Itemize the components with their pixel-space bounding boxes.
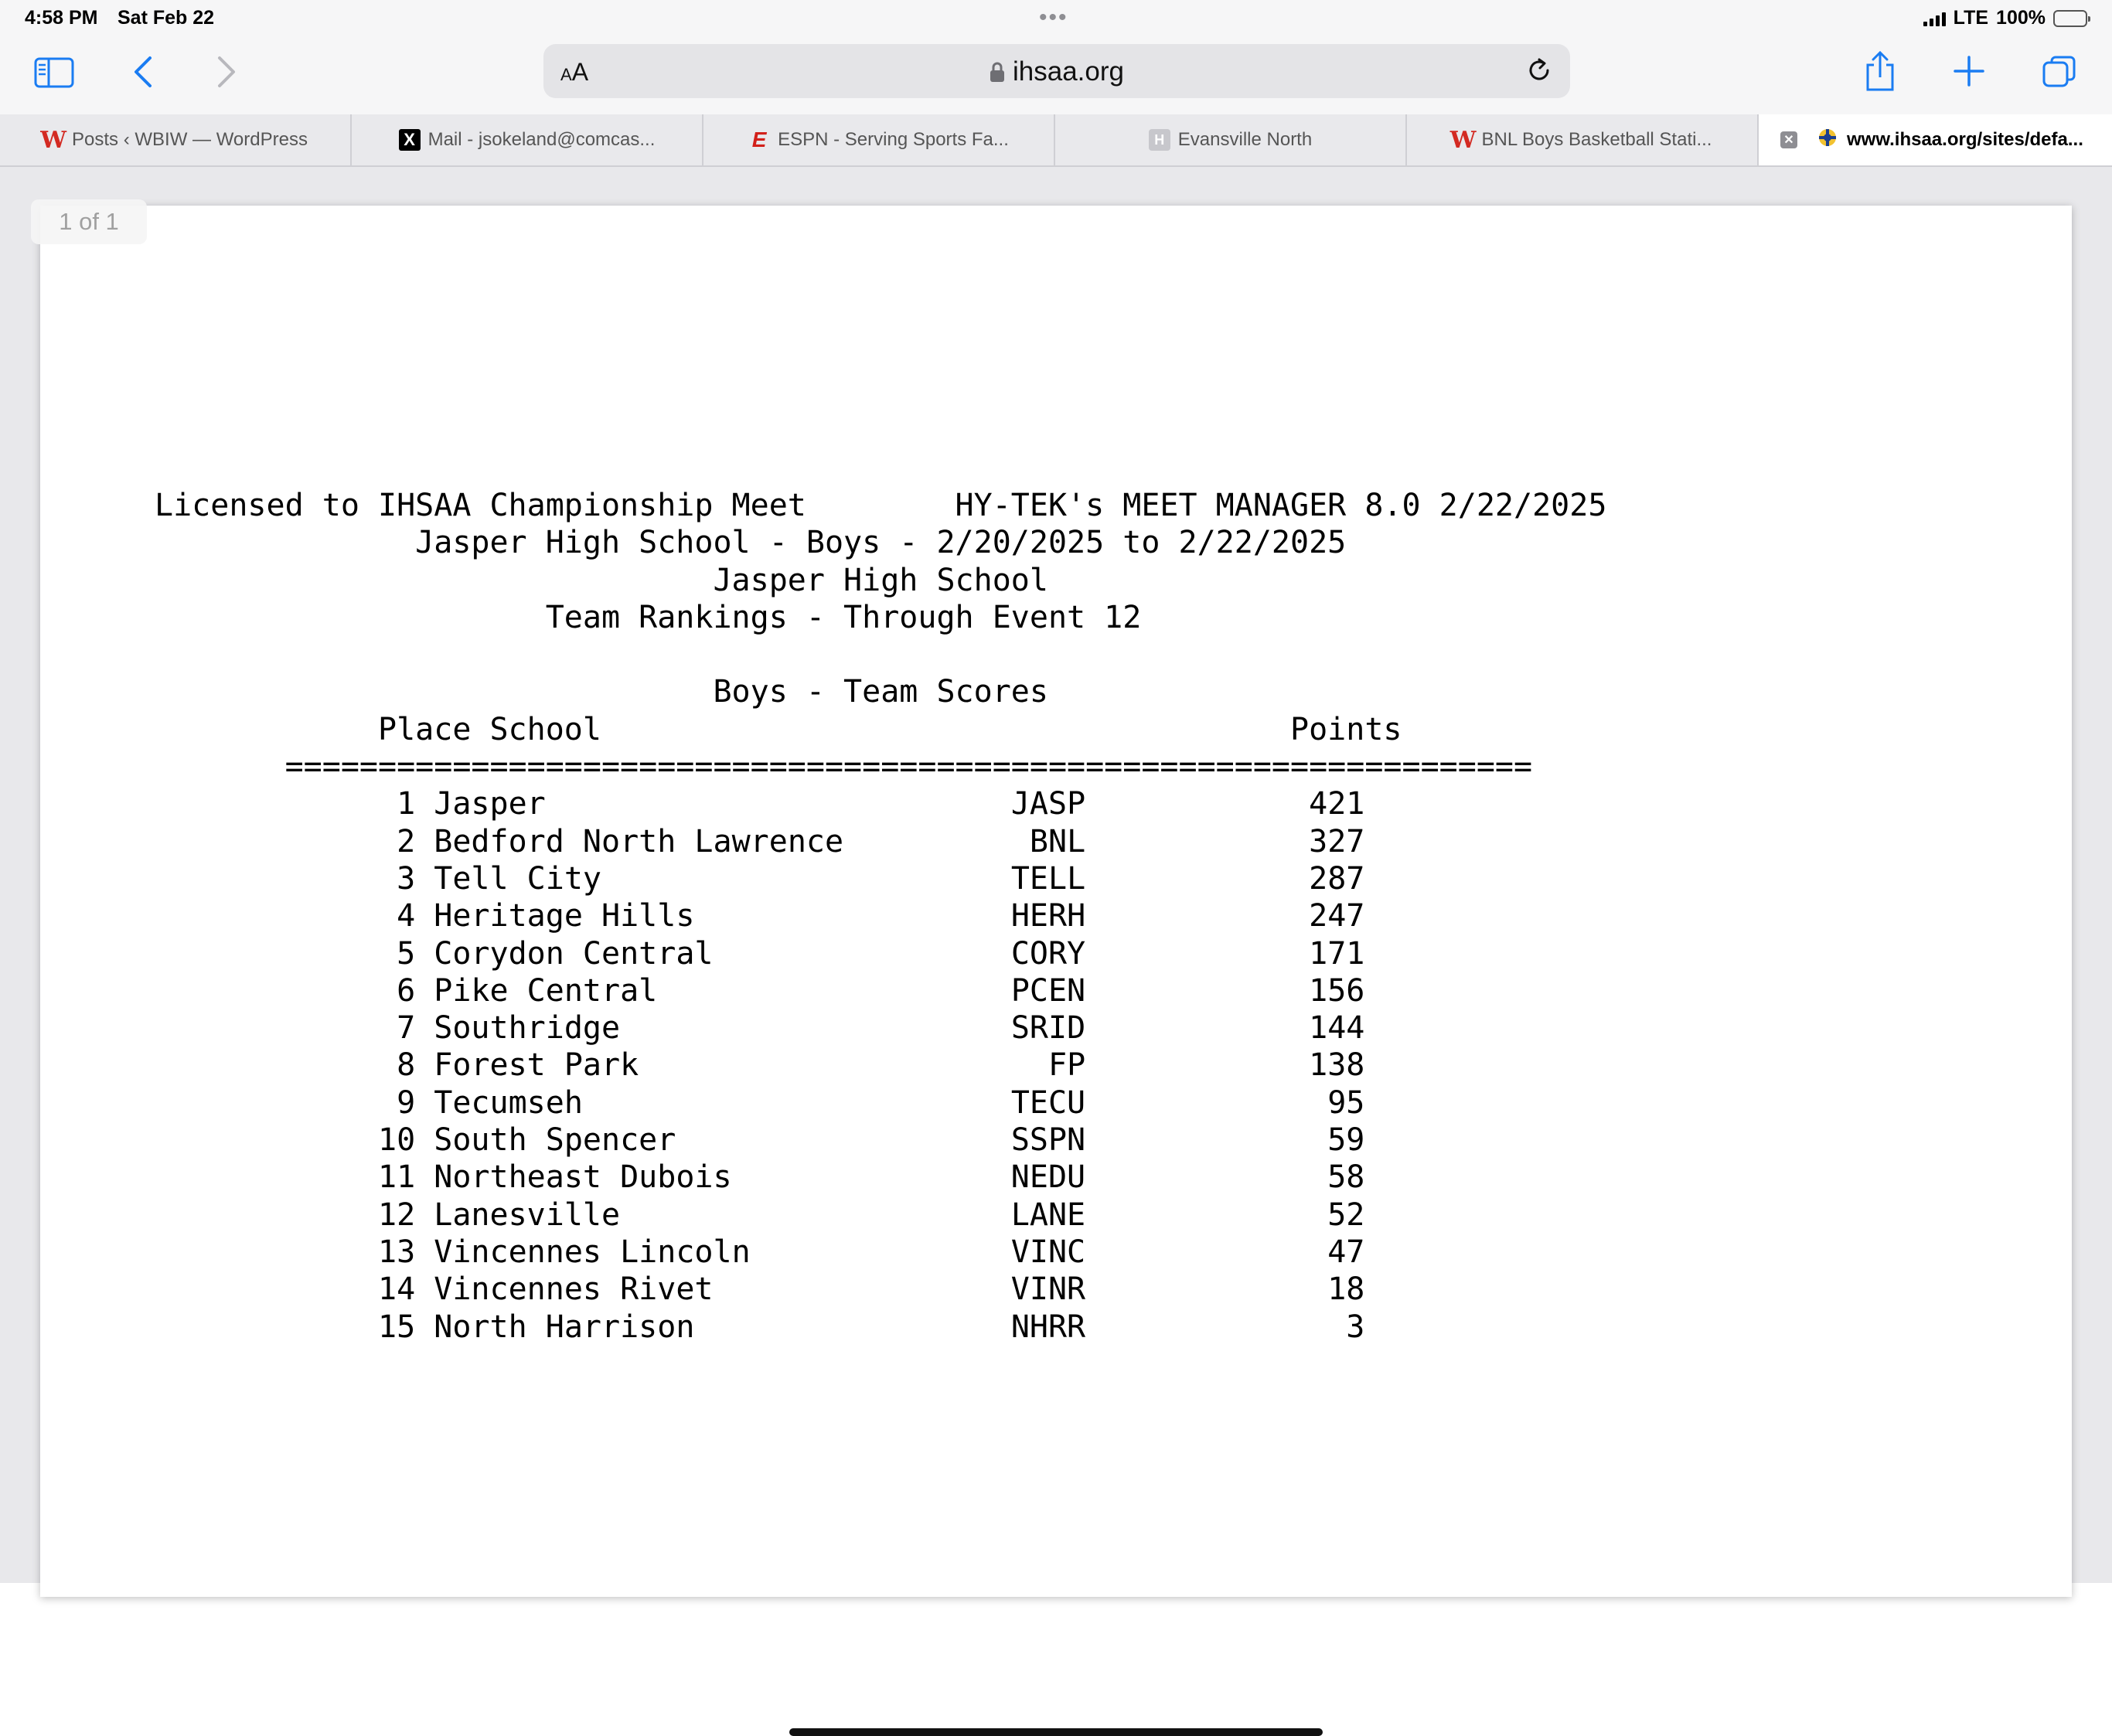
row-school: Tecumseh <box>434 1084 583 1121</box>
row-points: 327 <box>1309 823 1365 859</box>
row-points: 47 <box>1327 1234 1365 1270</box>
row-points: 3 <box>1346 1309 1365 1345</box>
row-place: 5 <box>397 935 416 972</box>
ihsaa-favicon-icon <box>1816 126 1839 155</box>
row-code: PCEN <box>1010 972 1086 1009</box>
table-row <box>155 1271 1364 1307</box>
status-indicators <box>1923 7 2087 29</box>
row-code: VINC <box>1010 1234 1086 1270</box>
report-header-venue: Jasper High School <box>155 562 1048 598</box>
row-school: Tell City <box>434 860 602 897</box>
row-points: 52 <box>1327 1196 1365 1233</box>
row-school: Forest Park <box>434 1047 639 1084</box>
row-place: 6 <box>397 972 416 1009</box>
table-row <box>155 973 1364 1009</box>
table-row <box>155 1159 1364 1195</box>
row-code: VINR <box>1010 1271 1086 1308</box>
multitasking-dots-icon[interactable]: ••• <box>1039 5 1068 30</box>
row-school: Jasper <box>434 786 546 822</box>
row-place: 4 <box>397 898 416 934</box>
row-place: 9 <box>397 1084 416 1121</box>
row-place: 8 <box>397 1047 416 1084</box>
reload-icon[interactable] <box>1524 55 1555 90</box>
row-code: NHRR <box>1010 1309 1086 1345</box>
row-code: SSPN <box>1010 1122 1086 1159</box>
row-school: Heritage Hills <box>434 898 695 934</box>
table-row <box>155 1309 1364 1345</box>
row-points: 58 <box>1327 1159 1365 1196</box>
row-code: FP <box>1047 1047 1086 1084</box>
separator-rule: =================================================================== <box>155 749 1533 785</box>
table-row <box>155 1047 1364 1083</box>
row-points: 421 <box>1309 786 1365 822</box>
generic-favicon-icon: H <box>1149 129 1170 151</box>
table-row <box>155 1197 1364 1233</box>
url-text[interactable]: ihsaa.org <box>1013 56 1124 87</box>
row-points: 18 <box>1327 1271 1365 1308</box>
row-code: JASP <box>1010 786 1086 822</box>
cellular-signal-icon <box>1923 11 1946 26</box>
tab-evansville-north[interactable] <box>1055 114 1407 165</box>
xfinity-favicon-icon: X <box>399 129 421 151</box>
sidebar-toggle-icon[interactable] <box>31 54 77 91</box>
report-header-title: Team Rankings - Through Event 12 <box>155 599 1142 635</box>
wbiw-favicon-icon: W <box>40 126 66 154</box>
tab-title: Mail - jsokeland@comcas... <box>428 129 656 150</box>
row-code: NEDU <box>1010 1159 1086 1196</box>
table-row <box>155 786 1364 822</box>
row-points: 138 <box>1309 1047 1365 1084</box>
status-date: Sat Feb 22 <box>118 7 215 29</box>
row-place: 11 <box>377 1159 416 1196</box>
tab-mail[interactable] <box>352 114 703 165</box>
table-row <box>155 1234 1364 1270</box>
row-school: Southridge <box>434 1010 621 1047</box>
table-row <box>155 824 1364 859</box>
tab-bnl-basketball[interactable] <box>1407 114 1759 165</box>
tab-wbiw-wordpress[interactable] <box>0 114 352 165</box>
report-header-license: Licensed to IHSAA Championship Meet HY-TEK's MEET MANAGER 8.0 2/22/2025 <box>155 488 1607 523</box>
row-place: 3 <box>397 860 416 897</box>
row-school: Vincennes Rivet <box>434 1271 714 1308</box>
team-rankings-report <box>155 487 1606 1346</box>
back-icon[interactable] <box>124 53 162 91</box>
table-row <box>155 861 1364 897</box>
tab-title: ESPN - Serving Sports Fa... <box>778 129 1009 150</box>
row-place: 7 <box>397 1010 416 1047</box>
section-title: Boys - Team Scores <box>155 674 1048 710</box>
row-points: 247 <box>1309 898 1365 934</box>
column-headers: Place School Points <box>155 711 1402 747</box>
table-row <box>155 1085 1364 1121</box>
reader-options-button[interactable]: AA <box>560 58 589 86</box>
table-row <box>155 1122 1364 1158</box>
row-place: 12 <box>377 1196 416 1233</box>
row-points: 95 <box>1327 1084 1365 1121</box>
battery-percent: 100% <box>1996 7 2046 29</box>
tab-ihsaa-active[interactable] <box>1759 114 2112 165</box>
close-tab-icon[interactable]: ✕ <box>1780 131 1797 148</box>
browser-toolbar <box>0 37 2112 114</box>
row-school: South Spencer <box>434 1122 676 1159</box>
tab-title: BNL Boys Basketball Stati... <box>1481 129 1712 150</box>
espn-favicon-icon: E <box>751 128 767 151</box>
tab-title: www.ihsaa.org/sites/defa... <box>1847 129 2083 150</box>
battery-icon <box>2053 10 2087 27</box>
row-code: LANE <box>1010 1196 1086 1233</box>
row-points: 59 <box>1327 1122 1365 1159</box>
row-place: 13 <box>377 1234 416 1270</box>
home-indicator[interactable] <box>789 1728 1323 1736</box>
share-icon[interactable] <box>1860 48 1900 94</box>
report-header-meet: Jasper High School - Boys - 2/20/2025 to 2/22/2025 <box>155 525 1347 561</box>
table-row <box>155 936 1364 972</box>
row-points: 144 <box>1309 1010 1365 1047</box>
lock-icon <box>990 61 1005 83</box>
row-school: Vincennes Lincoln <box>434 1234 751 1270</box>
blank-line <box>155 637 173 672</box>
row-points: 287 <box>1309 860 1365 897</box>
row-place: 10 <box>377 1122 416 1159</box>
address-bar[interactable] <box>543 44 1570 98</box>
row-school: North Harrison <box>434 1309 695 1345</box>
status-time: 4:58 PM <box>25 7 98 29</box>
row-school: Bedford North Lawrence <box>434 823 844 859</box>
forward-icon[interactable] <box>207 53 246 91</box>
row-school: Pike Central <box>434 972 658 1009</box>
status-bar <box>0 0 2112 37</box>
row-points: 156 <box>1309 972 1365 1009</box>
score-rows <box>155 786 1364 1344</box>
tab-title: Evansville North <box>1177 129 1313 150</box>
table-row <box>155 1010 1364 1046</box>
row-code: TELL <box>1010 860 1086 897</box>
row-points: 171 <box>1309 935 1365 972</box>
tab-title: Posts ‹ WBIW — WordPress <box>72 129 308 150</box>
network-type: LTE <box>1953 7 1989 29</box>
table-row <box>155 898 1364 934</box>
row-code: TECU <box>1010 1084 1086 1121</box>
row-code: CORY <box>1010 935 1086 972</box>
new-tab-icon[interactable] <box>1950 51 1988 91</box>
page-count-indicator: 1 of 1 <box>31 199 147 244</box>
row-place: 1 <box>397 786 416 822</box>
tab-overview-icon[interactable] <box>2038 51 2081 93</box>
wbiw-favicon-icon: W <box>1449 126 1477 154</box>
row-place: 15 <box>377 1309 416 1345</box>
row-school: Northeast Dubois <box>434 1159 732 1196</box>
row-code: SRID <box>1010 1010 1086 1047</box>
tab-espn[interactable] <box>703 114 1055 165</box>
row-place: 2 <box>397 823 416 859</box>
tab-bar <box>0 114 2112 167</box>
row-school: Corydon Central <box>434 935 714 972</box>
row-code: HERH <box>1010 898 1086 934</box>
row-code: BNL <box>1029 823 1086 859</box>
row-school: Lanesville <box>434 1196 621 1233</box>
row-place: 14 <box>377 1271 416 1308</box>
pdf-viewer[interactable] <box>0 167 2112 1583</box>
